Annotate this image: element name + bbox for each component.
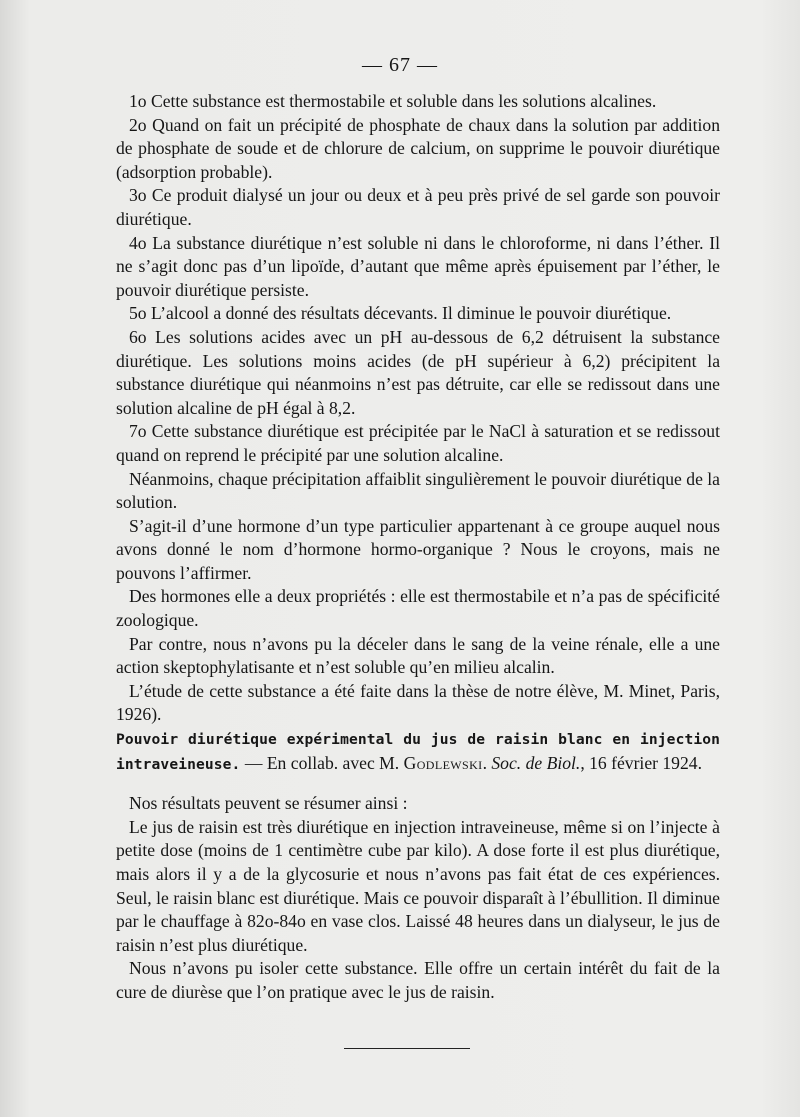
article-date: , 16 février 1924. bbox=[580, 752, 702, 773]
paragraph: 3o Ce produit dialysé un jour ou deux et à peu près privé de sel garde son pouvoir diurétique. bbox=[116, 185, 720, 229]
article-title: Pouvoir diurétique expérimental du jus de raisin blanc en injection intraveineuse. bbox=[116, 731, 720, 773]
paragraph: S’agit-il d’une hormone d’un type particulier appartenant à ce groupe auquel nous avons donné le nom d’hormone hormo-organique ? Nous le croyons, mais ne pouvons l’affirmer. bbox=[116, 515, 720, 583]
paragraph: 2o Quand on fait un précipité de phosphate de chaux dans la solution par addition de phosphate de soude et de chlorure de calcium, on supprime le pouvoir diurétique (adsorption probable). bbox=[116, 114, 720, 182]
paragraph: 6o Les solutions acides avec un pH au-dessous de 6,2 détruisent la substance diurétique. Les solutions moins acides (de pH supérieur à 6,2) précipitent la substance diurétique qui néanmoins n’est pas détruite, car elle se redissout dans une solution alcaline de pH égal à 8,2. bbox=[116, 326, 720, 418]
paragraph: L’étude de cette substance a été faite dans la thèse de notre élève, M. Minet, Paris, 1926). bbox=[116, 680, 720, 725]
paragraph: 1o Cette substance est thermostabile et soluble dans les solutions alcalines. bbox=[129, 91, 657, 111]
article-collab-sep: . bbox=[482, 752, 492, 773]
paragraph: 7o Cette substance diurétique est précipitée par le NaCl à saturation et se redissout quand on reprend le précipité par une solution alcaline. bbox=[116, 421, 720, 465]
paragraph: Le jus de raisin est très diurétique en injection intraveineuse, même si on l’injecte à petite dose (moins de 1 centimètre cube par kilo). A dose forte il est plus diurétique, mais alors il y a de la glycosurie et nous n’avons pas fait état de ces expériences. Seul, le raisin blanc est diurétique. Mais ce pouvoir disparaît à l’ébullition. Il diminue par le chauffage à 82o-84o en vase clos. Laissé 48 heures dans un dialyseur, le jus de raisin n’est plus diurétique. bbox=[116, 816, 720, 955]
paragraph: Néanmoins, chaque précipitation affaiblit singulièrement le pouvoir diurétique de la solution. bbox=[116, 468, 720, 513]
article-collab-prefix: — En collab. avec M. bbox=[240, 752, 404, 773]
paragraph: 5o L’alcool a donné des résultats décevants. Il diminue le pouvoir diurétique. bbox=[129, 303, 672, 324]
paragraph: Nos résultats peuvent se résumer ainsi : bbox=[129, 793, 408, 814]
main-text bbox=[116, 90, 720, 1005]
paragraph: Nous n’avons pu isoler cette substance. Elle offre un certain intérêt du fait de la cure de diurèse que l’on pratique avec le jus de raisin. bbox=[116, 958, 720, 1002]
page-number: — 67 — bbox=[362, 54, 438, 76]
paragraph: 4o La substance diurétique n’est soluble ni dans le chloroforme, ni dans l’éther. Il ne s’agit donc pas d’un lipoïde, d’autant que même après épuisement par l’éther, le pouvoir diurétique persiste. bbox=[116, 232, 720, 300]
article-heading bbox=[116, 727, 720, 776]
paragraph: Par contre, nous n’avons pu la déceler dans le sang de la veine rénale, elle a une action skeptophylatisante et n’est soluble qu’en milieu alcalin. bbox=[116, 633, 720, 678]
article-journal: Soc. de Biol. bbox=[491, 752, 581, 773]
paragraph: Des hormones elle a deux propriétés : elle est thermostabile et n’a pas de spécificité zoologique. bbox=[116, 586, 720, 631]
article-collab-name: Godlewski bbox=[403, 752, 483, 773]
closing-rule bbox=[344, 1048, 470, 1049]
